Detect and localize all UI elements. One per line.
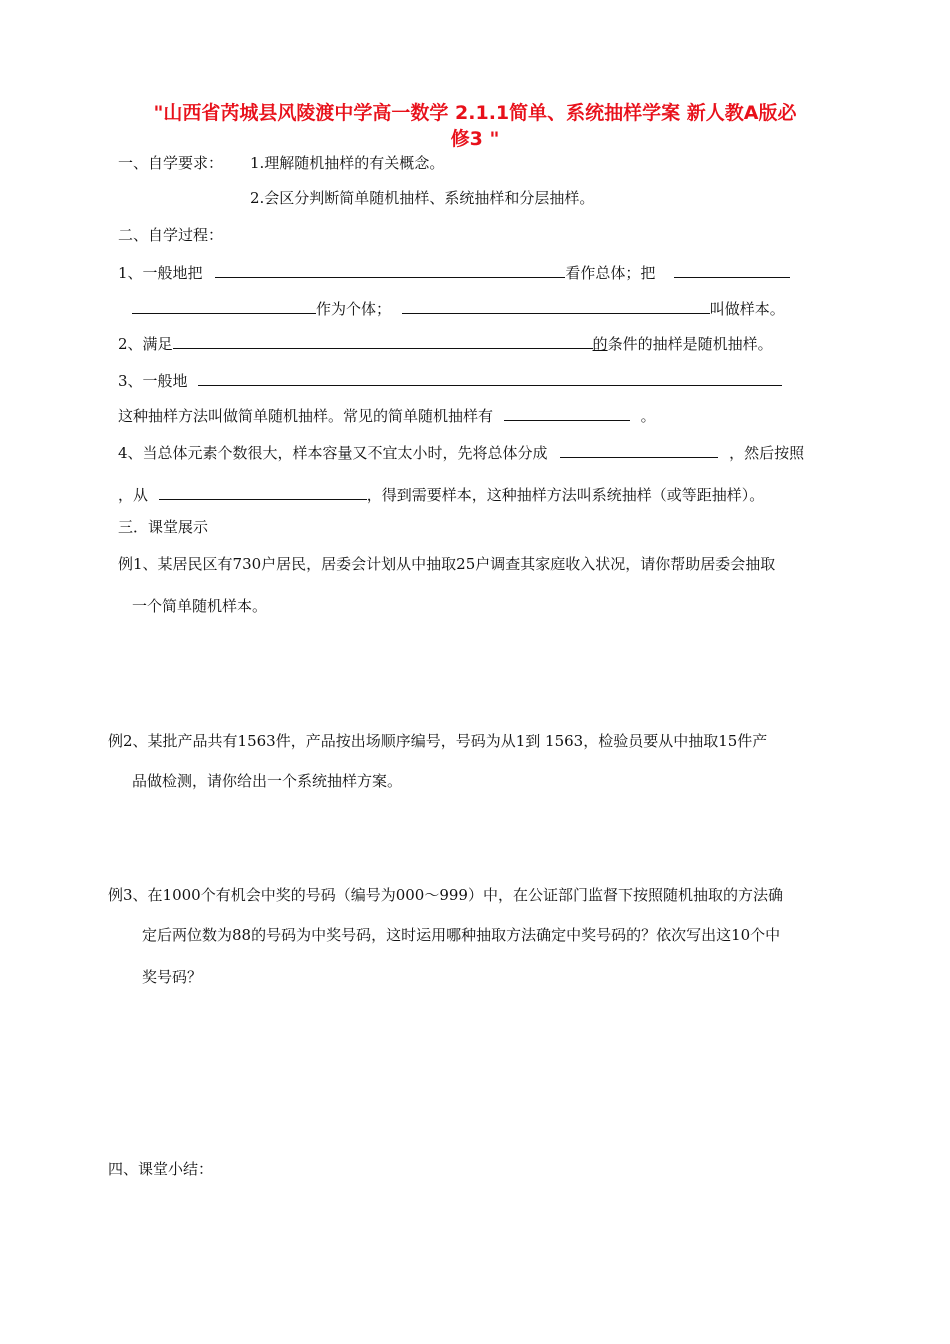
blank-individual[interactable] xyxy=(674,262,790,278)
item1-line1 xyxy=(118,262,790,283)
item4-text-b: ，然后按照 xyxy=(729,444,805,462)
section4-heading: 四、课堂小结： xyxy=(108,1160,214,1178)
item3-text-c: 。 xyxy=(640,407,656,425)
example1-line2: 一个简单随机样本。 xyxy=(132,597,268,615)
document-title-line2: 修3 " xyxy=(450,128,500,150)
section2-heading: 二、自学过程： xyxy=(118,226,224,244)
example1-line1: 例1、某居民区有730户居民，居委会计划从中抽取25户调查其家庭收入状况，请你帮助居委会抽取 xyxy=(118,555,776,573)
blank-population[interactable] xyxy=(215,262,565,278)
item4-line1 xyxy=(118,442,804,463)
item2-text-c: 条件的抽样是随机抽样。 xyxy=(607,335,773,353)
item1-text-d: 叫做样本。 xyxy=(709,300,785,318)
item2-text-a: 2、满足 xyxy=(118,335,173,353)
requirement-1: 1.理解随机抽样的有关概念。 xyxy=(250,154,445,172)
section1-heading: 一、自学要求： xyxy=(118,154,224,172)
item4-text-c: ，从 xyxy=(118,486,149,504)
blank-random-condition[interactable] xyxy=(173,333,593,349)
item2-line xyxy=(118,333,773,354)
blank-common-methods[interactable] xyxy=(504,405,630,421)
item2-text-b: 的 xyxy=(592,335,608,353)
blank-individual-cont[interactable] xyxy=(132,298,316,314)
example2-line1: 例2、某批产品共有1563件，产品按出场顺序编号，号码为从1到 1563，检验员要从中抽取15件产 xyxy=(108,732,768,750)
item4-line2 xyxy=(118,484,764,505)
item1-text-b: 看作总体；把 xyxy=(565,264,656,282)
blank-sample[interactable] xyxy=(402,298,710,314)
item4-text-a: 4、当总体元素个数很大，样本容量又不宜太小时，先将总体分成 xyxy=(118,444,548,462)
item1-line2 xyxy=(132,298,785,319)
blank-systematic-rule[interactable] xyxy=(159,484,367,500)
blank-divide-parts[interactable] xyxy=(560,442,718,458)
blank-simple-random-def[interactable] xyxy=(198,370,782,386)
requirement-2: 2.会区分判断简单随机抽样、系统抽样和分层抽样。 xyxy=(250,189,595,207)
item3-line1 xyxy=(118,370,782,391)
example3-line2: 定后两位数为88的号码为中奖号码，这时运用哪种抽取方法确定中奖号码的？依次写出这10个中 xyxy=(142,926,781,944)
item3-text-a: 3、一般地 xyxy=(118,372,188,390)
item3-text-b: 这种抽样方法叫做简单随机抽样。常见的简单随机抽样有 xyxy=(118,407,494,425)
section3-heading: 三．课堂展示 xyxy=(118,518,209,536)
document-title-line1: "山西省芮城县风陵渡中学高一数学 2.1.1简单、系统抽样学案 新人教A版必 xyxy=(153,102,797,124)
item1-text-c: 作为个体； xyxy=(316,300,392,318)
item1-text-a: 1、一般地把 xyxy=(118,264,203,282)
example3-line1: 例3、在1000个有机会中奖的号码（编号为000～999）中，在公证部门监督下按照随机抽取的方法确 xyxy=(108,886,783,904)
example3-line3: 奖号码？ xyxy=(142,968,203,986)
item3-line2 xyxy=(118,405,656,426)
item4-text-d: ，得到需要样本，这种抽样方法叫系统抽样（或等距抽样）。 xyxy=(366,486,765,504)
example2-line2: 品做检测，请你给出一个系统抽样方案。 xyxy=(132,772,403,790)
